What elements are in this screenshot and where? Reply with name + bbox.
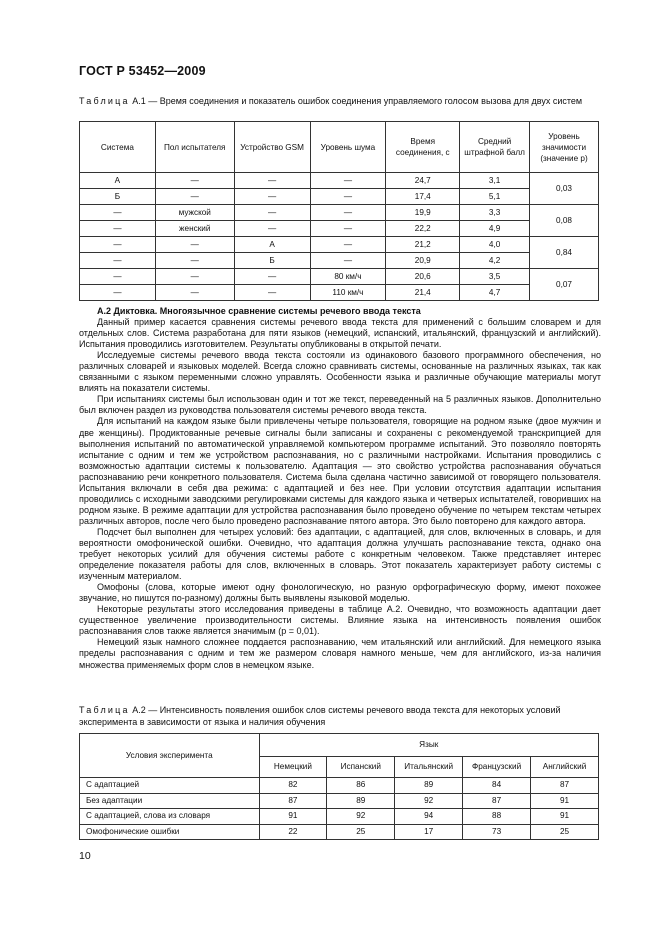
table1-cell: 22,2: [386, 221, 460, 237]
table-row: [80, 237, 599, 253]
table-row: [80, 173, 599, 189]
table1-cell: 3,1: [460, 173, 530, 189]
paragraph: Омофоны (слова, которые имеют одну фонологическую, но разную орфографическую форму, имеют похожее звучание, но пишутся по-разному) должны быть выявлены языковой моделью.: [79, 582, 601, 604]
table1-cell: 3,5: [460, 269, 530, 285]
table2-language: Немецкий: [259, 757, 327, 778]
table-row: [80, 793, 599, 809]
section-a2: [79, 306, 601, 671]
table1-cell: —: [155, 269, 234, 285]
table2-cell: 91: [531, 793, 599, 809]
table1-cell: —: [80, 237, 156, 253]
table1-cell: —: [155, 173, 234, 189]
table1-significance: 0,08: [530, 205, 599, 237]
paragraph: При испытаниях системы был использован один и тот же текст, переведенный на 5 различных языков. Дополнительно был включен раздел из руководства пользователя системы речевого ввода текста.: [79, 394, 601, 416]
table2-caption: [79, 705, 609, 728]
paragraph: Подсчет был выполнен для четырех условий: без адаптации, с адаптацией, для слов, включенных в словарь, и для вероятности омофонической ошибки. Очевидно, что адаптация должна улучшать распознавание текста, однако она требует некоторых усилий для обучения системы работе с конкретным человеком. Также представляет интерес определение показателя работы для слов, включенных в словарь. Этот показатель характеризует работу системы с изученным материалом.: [79, 526, 601, 582]
table1-cell: 24,7: [386, 173, 460, 189]
table2-cell: 87: [463, 793, 531, 809]
table1-cell: 5,1: [460, 189, 530, 205]
table-row: [80, 205, 599, 221]
table2-cell: 91: [531, 809, 599, 825]
table-row: [80, 253, 599, 269]
page-header: ГОСТ Р 53452—2009: [79, 64, 206, 78]
table1-cell: 110 км/ч: [310, 285, 386, 301]
table1-cell: 80 км/ч: [310, 269, 386, 285]
table-row: [80, 285, 599, 301]
table2-condition-header: Условия эксперимента: [80, 734, 260, 778]
table1-header: Средний штрафной балл: [460, 122, 530, 173]
table1-significance: 0,07: [530, 269, 599, 301]
paragraph: Данный пример касается сравнения системы речевого ввода текста для применений с большим словарем и для отдельных слов. Система разработана для пяти языков (немецкий, испанский, итальянский, французский и английский). Испытания проводились изготовителем. Результаты опубликованы в открытой печати.: [79, 317, 601, 350]
table1-cell: —: [310, 205, 386, 221]
table2-language: Испанский: [327, 757, 395, 778]
table2-language-header: Язык: [259, 734, 599, 757]
table1-cell: —: [310, 221, 386, 237]
table1-cell: 19,9: [386, 205, 460, 221]
table2-cell: 87: [259, 793, 327, 809]
table-row: [80, 824, 599, 840]
table2-cell: 89: [327, 793, 395, 809]
table1-header: Уровень значимости (значение p): [530, 122, 599, 173]
table1-cell: —: [80, 285, 156, 301]
table2-row-label: Без адаптации: [80, 793, 260, 809]
table1-cell: женский: [155, 221, 234, 237]
paragraph: Для испытаний на каждом языке были привлечены четыре пользователя, говорящие на родном языке (двое мужчин и две женщины). Продиктованные речевые сигналы были записаны и сохранены с рекомендуемой транскрипцией для выполнения испытаний по автоматической управляемой компьютером программе испытаний. Это позволяло повторять испытание с одним и тем же устройством распознавания, но с различными настройками. Испытания проводились с возможностью адаптации системы к пользователю. Адаптация — это свойство устройства распознавания обучаться распознаванию речи конкретного пользователя. Система была сделана частично зависимой от говорящего пользователя. Испытания включали в себя два режима: с адаптацией и без нее. При условии отсутствия адаптации испытания проводились с исходными заводскими регулировками системы для каждого языка и четверых испытателей, говоривших на родном языке. В режиме адаптации для устройства распознавания было проведено обучение по четырем текстам четырех различных авторов, после чего было проведено распознавание пятого автора. Это было повторено для каждого автора.: [79, 416, 601, 526]
table1-cell: А: [80, 173, 156, 189]
table1-cell: —: [234, 221, 310, 237]
page-number: 10: [79, 850, 91, 862]
table-2: [79, 733, 599, 840]
table2-row-label: С адаптацией: [80, 778, 260, 794]
table2-row-label: С адаптацией, слова из словаря: [80, 809, 260, 825]
table2-cell: 91: [259, 809, 327, 825]
table1-cell: —: [80, 253, 156, 269]
table1-caption-label: Таблица: [79, 96, 130, 106]
table1-cell: —: [155, 237, 234, 253]
table1-cell: —: [234, 189, 310, 205]
table1-caption: [79, 96, 609, 108]
table1-cell: —: [155, 253, 234, 269]
table2-cell: 92: [327, 809, 395, 825]
table2-cell: 86: [327, 778, 395, 794]
table-row: [80, 189, 599, 205]
table2-cell: 88: [463, 809, 531, 825]
table1-cell: 17,4: [386, 189, 460, 205]
table1-header: Пол испытателя: [155, 122, 234, 173]
table1-significance: 0,84: [530, 237, 599, 269]
table1-header: Система: [80, 122, 156, 173]
table2-cell: 92: [395, 793, 463, 809]
table1-cell: 21,2: [386, 237, 460, 253]
table1-significance: 0,03: [530, 173, 599, 205]
table1-cell: Б: [80, 189, 156, 205]
table1-cell: 20,6: [386, 269, 460, 285]
paragraph: Исследуемые системы речевого ввода текста состояли из одинакового базового программного обеспечения, но различных словарей и языковых моделей. Всегда сложно сравнивать системы, основанные на различных языках, так как связанными с языком переменными сложно управлять. Особенности языка и различные обучающие материалы могут влиять на показатели системы.: [79, 350, 601, 394]
table2-row-label: Омофонические ошибки: [80, 824, 260, 840]
table-row: [80, 809, 599, 825]
table1-caption-text: А.1 — Время соединения и показатель ошибок соединения управляемого голосом вызова для двух систем: [129, 96, 583, 106]
table2-cell: 73: [463, 824, 531, 840]
table2-cell: 87: [531, 778, 599, 794]
table2-language: Французский: [463, 757, 531, 778]
table1-cell: А: [234, 237, 310, 253]
table1-cell: —: [234, 269, 310, 285]
table-row: [80, 221, 599, 237]
table2-language: Английский: [531, 757, 599, 778]
table2-cell: 17: [395, 824, 463, 840]
table2-cell: 22: [259, 824, 327, 840]
table1-cell: —: [80, 205, 156, 221]
table2-language: Итальянский: [395, 757, 463, 778]
table1-cell: —: [155, 285, 234, 301]
table1-cell: —: [234, 205, 310, 221]
table2-cell: 84: [463, 778, 531, 794]
table2-cell: 25: [327, 824, 395, 840]
table2-cell: 82: [259, 778, 327, 794]
table1-cell: —: [310, 189, 386, 205]
table1-header: Устройство GSM: [234, 122, 310, 173]
table1-cell: мужской: [155, 205, 234, 221]
table1-cell: —: [80, 221, 156, 237]
table1-cell: 21,4: [386, 285, 460, 301]
table1-cell: —: [310, 173, 386, 189]
table2-caption-text: А.2 — Интенсивность появления ошибок слов системы речевого ввода текста для некоторых условий эксперимента в зависимости от языка и наличия обучения: [79, 705, 561, 727]
table1-cell: 4,7: [460, 285, 530, 301]
table-row: [80, 269, 599, 285]
table2-cell: 89: [395, 778, 463, 794]
table1-cell: 4,0: [460, 237, 530, 253]
table2-cell: 25: [531, 824, 599, 840]
paragraph: Некоторые результаты этого исследования приведены в таблице А.2. Очевидно, что возможность адаптации дает существенное увеличение производительности системы. Влияние языка на интенсивность появления ошибок распознавания слов также является значимым (p = 0,01).: [79, 604, 601, 637]
table2-cell: 94: [395, 809, 463, 825]
table1-cell: —: [310, 237, 386, 253]
table1-cell: —: [310, 253, 386, 269]
table2-caption-label: Таблица: [79, 705, 130, 715]
table-1: [79, 121, 599, 301]
table1-cell: —: [155, 189, 234, 205]
table1-header: Время соединения, с: [386, 122, 460, 173]
table1-cell: Б: [234, 253, 310, 269]
table-row: [80, 778, 599, 794]
table1-cell: 4,9: [460, 221, 530, 237]
table1-header: Уровень шума: [310, 122, 386, 173]
table1-cell: 4,2: [460, 253, 530, 269]
section-title: А.2 Диктовка. Многоязычное сравнение системы речевого ввода текста: [97, 306, 421, 316]
table1-cell: —: [234, 173, 310, 189]
table1-cell: 3,3: [460, 205, 530, 221]
table1-cell: 20,9: [386, 253, 460, 269]
table1-cell: —: [80, 269, 156, 285]
table1-cell: —: [234, 285, 310, 301]
paragraph: Немецкий язык намного сложнее поддается распознаванию, чем итальянский или английский. Для немецкого языка пределы распознавания с одним и тем же размером словаря намного меньше, чем для английского, из-за наличия множества применяемых форм слов в немецком языке.: [79, 637, 601, 670]
